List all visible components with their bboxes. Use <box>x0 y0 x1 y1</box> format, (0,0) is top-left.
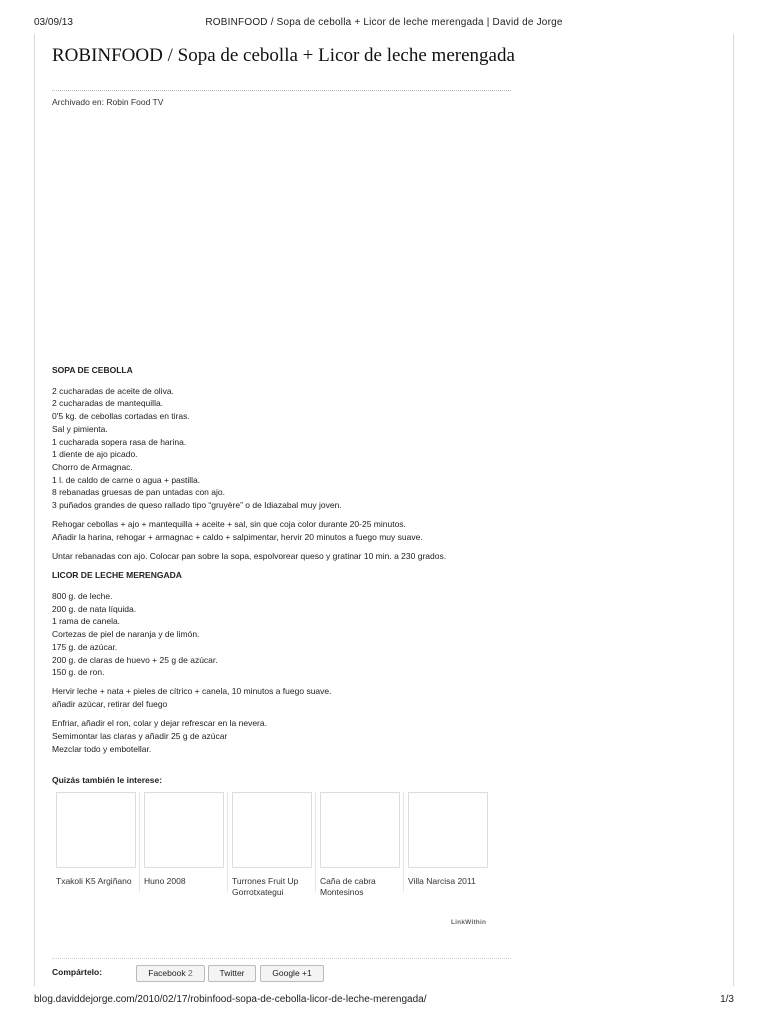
sopa-heading: SOPA DE CEBOLLA <box>52 365 133 375</box>
licor-steps-2 <box>52 717 522 755</box>
recipe-line: 0'5 kg. de cebollas cortadas en tiras. <box>52 411 190 422</box>
related-label[interactable]: Huno 2008 <box>144 876 186 886</box>
content-frame-left-border <box>34 34 35 986</box>
archived-in <box>52 97 163 107</box>
recipe-line: Untar rebanadas con ajo. Colocar pan sobre la sopa, espolvorear queso y gratinar 10 min. a 230 grados. <box>52 551 447 562</box>
related-item[interactable] <box>408 792 492 887</box>
google-plus-button[interactable]: Google +1 <box>260 965 324 982</box>
recipe-line: Sal y pimienta. <box>52 423 108 434</box>
related-label[interactable]: Turrones Fruit Up Gorrotxategui <box>232 876 299 897</box>
related-item[interactable] <box>232 792 316 897</box>
related-separator <box>139 792 140 892</box>
article-title: ROBINFOOD / Sopa de cebolla + Licor de leche merengada <box>52 45 515 66</box>
recipe-line: 800 g. de leche. <box>52 591 113 602</box>
related-thumbnail[interactable] <box>56 792 136 868</box>
print-date: 03/09/13 <box>34 17 73 28</box>
related-thumbnail[interactable] <box>408 792 488 868</box>
recipe-line: 8 rebanadas gruesas de pan untadas con ajo. <box>52 487 225 498</box>
licor-ingredients <box>52 590 522 679</box>
recipe-line: Rehogar cebollas + ajo + mantequilla + aceite + sal, sin que coja color durante 20-25 minutos. <box>52 519 406 530</box>
related-thumbnail[interactable] <box>144 792 224 868</box>
recipe-line: 2 cucharadas de mantequilla. <box>52 398 164 409</box>
share-label: Compártelo: <box>52 967 103 977</box>
related-label[interactable]: Caña de cabra Montesinos <box>320 876 376 897</box>
recipe-line: 2 cucharadas de aceite de oliva. <box>52 385 174 396</box>
sopa-steps-1 <box>52 518 522 543</box>
recipe-line: Mezclar todo y embotellar. <box>52 743 152 754</box>
sopa-steps-2 <box>52 550 522 563</box>
category-link[interactable]: Robin Food TV <box>106 97 164 107</box>
print-page-title: ROBINFOOD / Sopa de cebolla + Licor de leche merengada | David de Jorge <box>205 17 563 28</box>
recipe-line: 1 l. de caldo de carne o agua + pastilla. <box>52 474 201 485</box>
facebook-label: Facebook <box>148 968 186 978</box>
licor-heading: LICOR DE LECHE MERENGADA <box>52 570 182 581</box>
twitter-share-button[interactable]: Twitter <box>208 965 256 982</box>
recipe-line: 200 g. de claras de huevo + 25 g de azúcar. <box>52 654 218 665</box>
related-separator <box>315 792 316 892</box>
print-url: blog.daviddejorge.com/2010/02/17/robinfood-sopa-de-cebolla-licor-de-leche-merengada/ <box>34 994 427 1005</box>
related-separator <box>403 792 404 892</box>
related-separator <box>227 792 228 892</box>
recipe-line: añadir azúcar, retirar del fuego <box>52 699 168 710</box>
recipe-line: Añadir la harina, rehogar + armagnac + caldo + salpimentar, hervir 20 minutos a fuego muy suave. <box>52 531 423 542</box>
recipe-line: 200 g. de nata líquida. <box>52 603 137 614</box>
recipe-line: Semimontar las claras y añadir 25 g de azúcar <box>52 731 228 742</box>
recipe-line: Enfriar, añadir el ron, colar y dejar refrescar en la nevera. <box>52 718 267 729</box>
related-thumbnail[interactable] <box>232 792 312 868</box>
related-item[interactable] <box>144 792 228 887</box>
title-divider <box>52 90 511 91</box>
recipe-line: Chorro de Armagnac. <box>52 461 133 472</box>
recipe-line: 1 cucharada sopera rasa de harina. <box>52 436 187 447</box>
related-label[interactable]: Txakoli K5 Argiñano <box>56 876 132 886</box>
content-frame-right-border <box>733 34 734 986</box>
recipe-line: 150 g. de ron. <box>52 667 105 678</box>
related-thumbnail[interactable] <box>320 792 400 868</box>
licor-steps-1 <box>52 685 522 710</box>
recipe-line: 1 diente de ajo picado. <box>52 449 138 460</box>
linkwithin-credit-link[interactable]: LinkWithin <box>451 919 487 926</box>
recipe-line: 3 puñados grandes de queso rallado tipo “gruyère” o de Idiazabal muy joven. <box>52 500 342 511</box>
recipe-line: Cortezas de piel de naranja y de limón. <box>52 629 200 640</box>
recipe-body <box>52 364 522 762</box>
facebook-count: 2 <box>187 968 193 978</box>
share-divider <box>52 958 511 959</box>
print-page-number: 1/3 <box>720 994 734 1005</box>
recipe-line: 1 rama de canela. <box>52 616 121 627</box>
sopa-ingredients <box>52 385 522 512</box>
related-label[interactable]: Villa Narcisa 2011 <box>408 876 476 886</box>
related-item[interactable] <box>320 792 404 897</box>
recipe-line: 175 g. de azúcar. <box>52 641 118 652</box>
recipe-line: Hervir leche + nata + pieles de cítrico + canela, 10 minutos a fuego suave. <box>52 686 332 697</box>
facebook-share-button[interactable] <box>136 965 205 982</box>
archived-prefix: Archivado en: <box>52 97 104 107</box>
related-heading: Quizás también le interese: <box>52 775 163 785</box>
related-item[interactable] <box>56 792 140 887</box>
